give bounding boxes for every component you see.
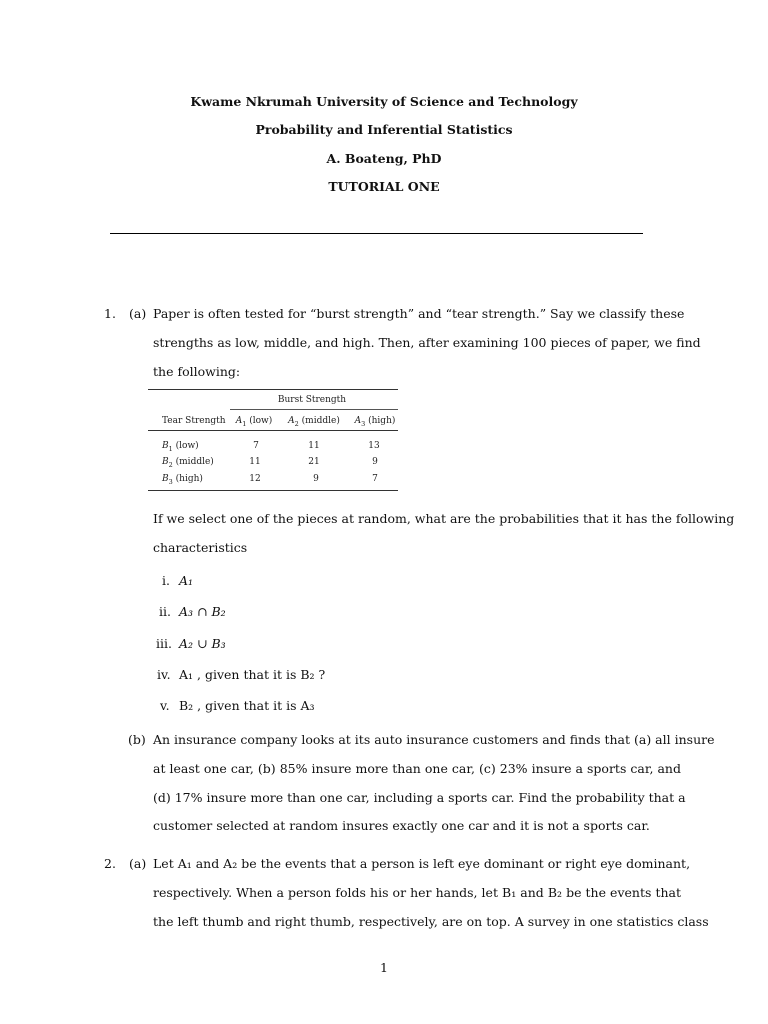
university-name: Kwame Nkrumah University of Science and Technology bbox=[190, 94, 578, 109]
item-ii-text: A₃ ∩ B₂ bbox=[179, 604, 226, 619]
table-top-rule bbox=[148, 389, 398, 390]
question-1b-label: (b) bbox=[128, 732, 146, 747]
q1b-line-3: (d) 17% insure more than one car, including a sports car. Find the probability that a bbox=[153, 790, 686, 805]
table-col-header-a3: $A_3$ (high) bbox=[354, 416, 396, 428]
table-group-header: Burst Strength bbox=[277, 395, 347, 405]
item-iv-text: A₁ , given that it is B₂ ? bbox=[179, 667, 326, 682]
table-row-header: Tear Strength bbox=[162, 416, 226, 426]
question-2-number: 2. bbox=[104, 856, 116, 871]
q2a-line-2: respectively. When a person folds his or her hands, let B₁ and B₂ be the events that bbox=[153, 885, 681, 900]
table-row-label-b2: $B_2$ (middle) bbox=[162, 457, 214, 469]
item-iv-label: iv. bbox=[157, 667, 171, 682]
question-2a-label: (a) bbox=[129, 856, 147, 871]
q2a-line-3: the left thumb and right thumb, respectively, are on top. A survey in one statistics class bbox=[153, 914, 709, 929]
item-v-label: v. bbox=[160, 698, 170, 713]
q1a-prompt-line-1: If we select one of the pieces at random, what are the probabilities that it has the following bbox=[153, 511, 735, 526]
q1a-line-1: Paper is often tested for “burst strength” and “tear strength.” Say we classify these bbox=[153, 306, 685, 321]
page-number: 1 bbox=[380, 960, 388, 975]
q1a-line-2: strengths as low, middle, and high. Then, after examining 100 pieces of paper, we find bbox=[153, 335, 701, 350]
table-span-rule bbox=[230, 409, 398, 410]
item-iii-text: A₂ ∪ B₃ bbox=[179, 636, 226, 651]
table-cell: 11 bbox=[308, 441, 320, 451]
table-header-rule bbox=[148, 430, 398, 431]
table-cell: 9 bbox=[313, 474, 319, 484]
item-i-label: i. bbox=[162, 573, 170, 588]
question-1a-label: (a) bbox=[129, 306, 147, 321]
table-cell: 9 bbox=[372, 457, 378, 467]
item-iii-label: iii. bbox=[156, 636, 172, 651]
q1b-line-1: An insurance company looks at its auto insurance customers and finds that (a) all insure bbox=[153, 732, 715, 747]
q1a-line-3: the following: bbox=[153, 364, 241, 379]
table-bottom-rule bbox=[148, 490, 398, 491]
header-divider bbox=[110, 233, 643, 234]
q2a-line-1: Let A₁ and A₂ be the events that a person is left eye dominant or right eye dominant, bbox=[153, 856, 691, 871]
item-v-text: B₂ , given that it is A₃ bbox=[179, 698, 315, 713]
table-cell: 13 bbox=[368, 441, 380, 451]
q1a-prompt-line-2: characteristics bbox=[153, 540, 248, 555]
author-name: A. Boateng, PhD bbox=[326, 151, 442, 166]
item-ii-label: ii. bbox=[159, 604, 171, 619]
table-cell: 12 bbox=[249, 474, 261, 484]
question-1-number: 1. bbox=[104, 306, 116, 321]
table-cell: 7 bbox=[372, 474, 378, 484]
item-i-text: A₁ bbox=[179, 573, 194, 588]
table-col-header-a2: $A_2$ (middle) bbox=[288, 416, 340, 428]
tutorial-title: TUTORIAL ONE bbox=[328, 179, 440, 194]
course-title: Probability and Inferential Statistics bbox=[255, 122, 513, 137]
table-cell: 21 bbox=[308, 457, 320, 467]
q1b-line-2: at least one car, (b) 85% insure more than one car, (c) 23% insure a sports car, and bbox=[153, 761, 681, 776]
table-cell: 11 bbox=[249, 457, 261, 467]
table-cell: 7 bbox=[253, 441, 259, 451]
table-row-label-b1: $B_1$ (low) bbox=[162, 441, 199, 453]
table-row-label-b3: $B_3$ (high) bbox=[162, 474, 203, 486]
q1b-line-4: customer selected at random insures exactly one car and it is not a sports car. bbox=[153, 818, 650, 833]
table-col-header-a1: $A_1$ (low) bbox=[235, 416, 273, 428]
